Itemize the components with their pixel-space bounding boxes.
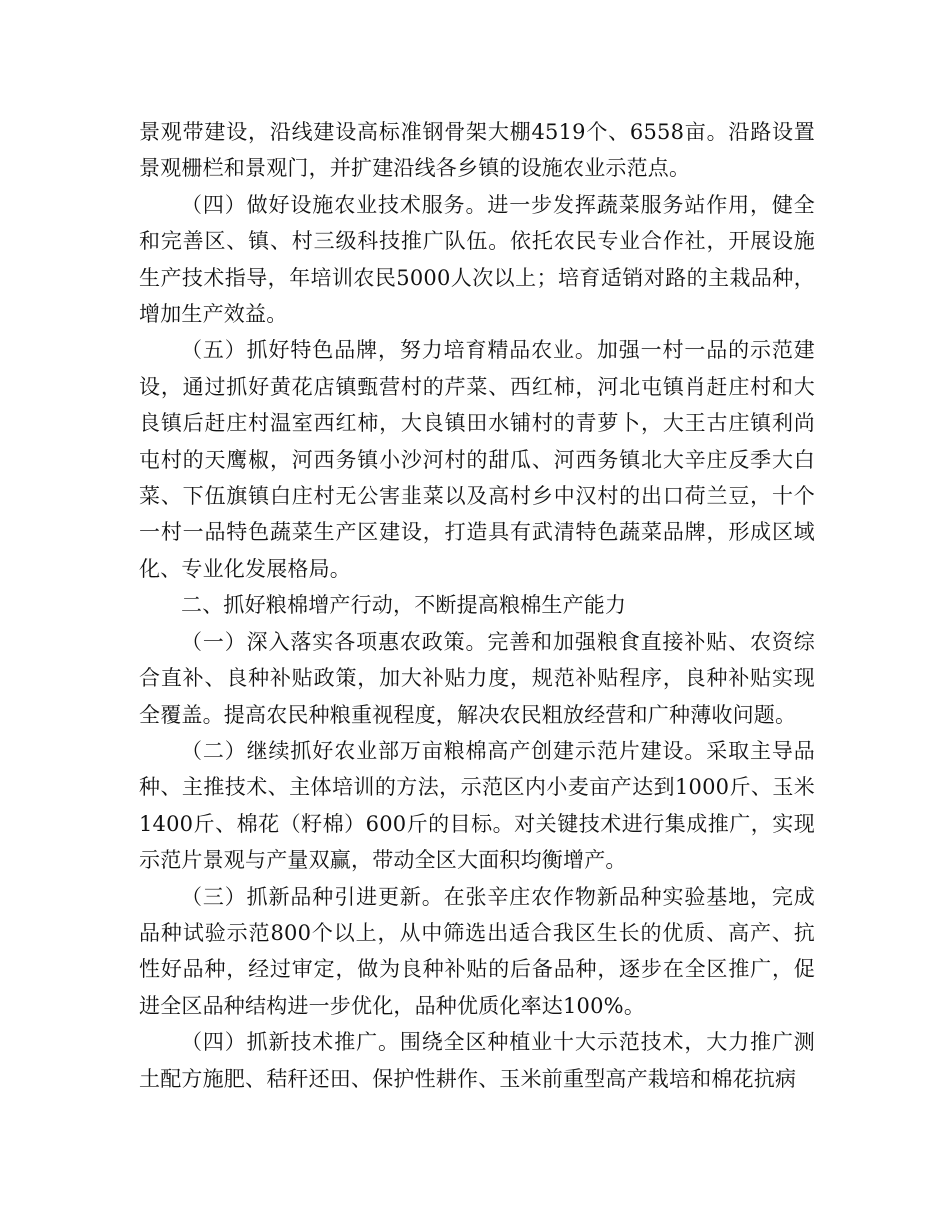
paragraph-continuation: 景观带建设，沿线建设高标准钢骨架大棚4519个、6558亩。沿路设置景观栅栏和景观门，并扩建沿线各乡镇的设施农业示范点。 <box>139 120 815 181</box>
paragraph-facility-tech-service: （四）做好设施农业技术服务。进一步发挥蔬菜服务站作用，健全和完善区、镇、村三级科技推广队伍。依托农民专业合作社，开展设施生产技术指导，年培训农民5000人次以上；培育适销对路的主栽品种，增加生产效益。 <box>139 192 815 327</box>
paragraph-new-varieties: （三）抓新品种引进更新。在张辛庄农作物新品种实验基地，完成品种试验示范800个以上，从中筛选出适合我区生长的优质、高产、抗性好品种，经过审定，做为良种补贴的后备品种，逐步在全区推广，促进全区品种结构进一步优化，品种优质化率达100%。 <box>139 884 815 1018</box>
section-heading-grain-cotton: 二、抓好粮棉增产行动，不断提高粮棉生产能力 <box>181 593 627 618</box>
paragraph-demo-zone: （二）继续抓好农业部万亩粮棉高产创建示范片建设。采取主导品种、主推技术、主体培训的方法，示范区内小麦亩产达到1000斤、玉米1400斤、棉花（籽棉）600斤的目标。对关键技术进行集成推广，实现示范片景观与产量双赢，带动全区大面积均衡增产。 <box>139 738 815 873</box>
document-body <box>139 114 815 1097</box>
paragraph-specialty-brand: （五）抓好特色品牌，努力培育精品农业。加强一村一品的示范建设，通过抓好黄花店镇甄营村的芹菜、西红柿，河北屯镇肖赶庄村和大良镇后赶庄村温室西红柿，大良镇田水铺村的青萝卜，大王古庄镇利尚屯村的天鹰椒，河西务镇小沙河村的甜瓜、河西务镇北大辛庄反季大白菜、下伍旗镇白庄村无公害韭菜以及高村乡中汉村的出口荷兰豆，十个一村一品特色蔬菜生产区建设，打造具有武清特色蔬菜品牌，形成区域化、专业化发展格局。 <box>139 338 815 581</box>
paragraph-new-technology: （四）抓新技术推广。围绕全区种植业十大示范技术，大力推广测土配方施肥、秸秆还田、保护性耕作、玉米前重型高产栽培和棉花抗病 <box>139 1030 815 1091</box>
paragraph-policy: （一）深入落实各项惠农政策。完善和加强粮食直接补贴、农资综合直补、良种补贴政策，加大补贴力度，规范补贴程序，良种补贴实现全覆盖。提高农民种粮重视程度，解决农民粗放经营和广种薄收问题。 <box>139 629 815 727</box>
